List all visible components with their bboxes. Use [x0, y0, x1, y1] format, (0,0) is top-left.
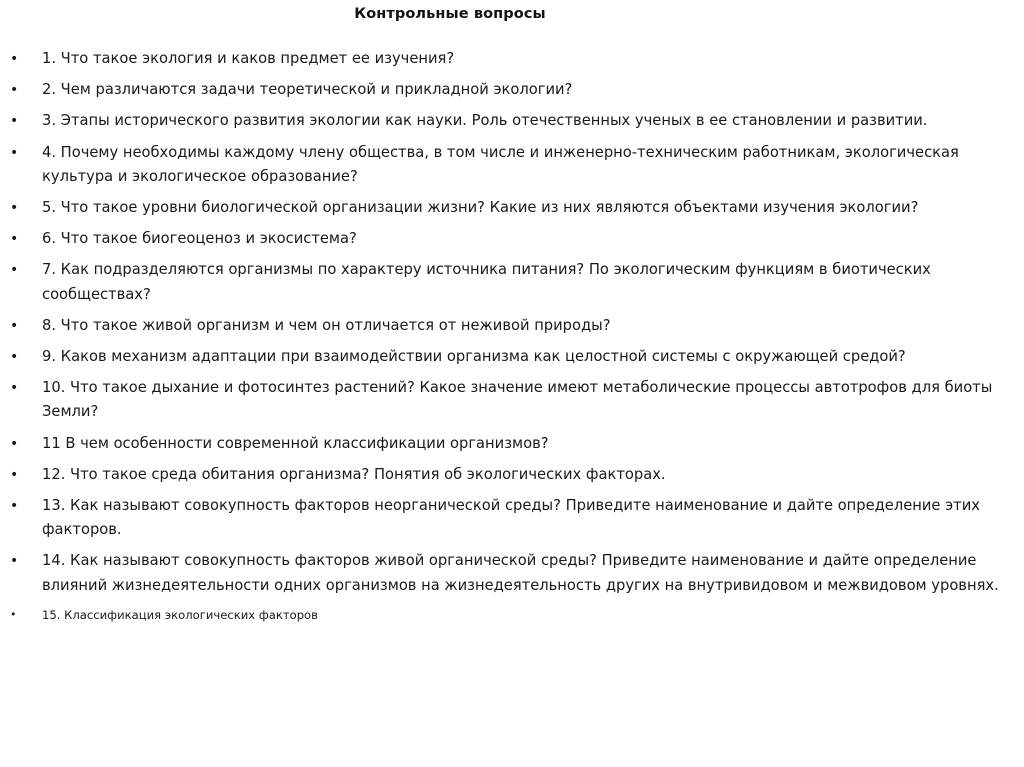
question-text: 5. Что такое уровни биологической организации жизни? Какие из них являются объектами изучения экологии? — [42, 199, 919, 217]
bullet-icon: • — [10, 380, 19, 397]
question-list — [0, 47, 1024, 625]
question-text: 13. Как называют совокупность факторов неорганической среды? Приведите наименование и дайте определение этих факторов. — [42, 497, 980, 539]
bullet-icon: • — [10, 553, 19, 570]
bullet-icon: • — [10, 317, 19, 334]
bullet-icon: • — [10, 466, 19, 483]
bullet-icon: • — [10, 607, 17, 621]
list-item — [0, 376, 1024, 424]
list-item — [0, 605, 1024, 625]
bullet-icon: • — [10, 262, 19, 279]
question-text: 6. Что такое биогеоценоз и экосистема? — [42, 230, 357, 248]
bullet-icon: • — [10, 435, 19, 452]
list-item — [0, 463, 1024, 487]
question-text: 11 В чем особенности современной классификации организмов? — [42, 434, 549, 452]
question-text: 8. Что такое живой организм и чем он отличается от неживой природы? — [42, 316, 611, 334]
list-item — [0, 314, 1024, 338]
question-text: 10. Что такое дыхание и фотосинтез растений? Какое значение имеют метаболические процессы автотрофов для биоты Земли? — [42, 379, 993, 421]
bullet-icon: • — [10, 349, 19, 366]
question-text: 7. Как подразделяются организмы по характеру источника питания? По экологическим функциям в биотических сообществах? — [42, 261, 931, 303]
bullet-icon: • — [10, 231, 19, 248]
list-item — [0, 196, 1024, 220]
list-item — [0, 227, 1024, 251]
list-item — [0, 141, 1024, 189]
question-text: 9. Каков механизм адаптации при взаимодействии организма как целостной системы с окружающей средой? — [42, 348, 906, 366]
question-text: 3. Этапы исторического развития экологии как науки. Роль отечественных ученых в ее становлении и развитии. — [42, 112, 928, 130]
question-text: 12. Что такое среда обитания организма? Понятия об экологических факторах. — [42, 465, 666, 483]
list-item — [0, 109, 1024, 133]
question-text: 15. Классификация экологических факторов — [42, 607, 318, 622]
list-item — [0, 258, 1024, 306]
question-text: 14. Как называют совокупность факторов живой органической среды? Приведите наименование и дайте определение влияний жизнедеятельности одних организмов на жизнедеятельность других на внутривидовом и межвидовом уровнях. — [42, 552, 999, 594]
question-text: 1. Что такое экология и каков предмет ее изучения? — [42, 50, 455, 67]
question-text: 2. Чем различаются задачи теоретической и прикладной экологии? — [42, 81, 573, 99]
page-title: Контрольные вопросы — [354, 6, 546, 22]
bullet-icon: • — [10, 200, 19, 217]
question-text: 4. Почему необходимы каждому члену общества, в том числе и инженерно-техническим работникам, экологическая культура и экологическое образование? — [42, 143, 959, 185]
list-item — [0, 47, 1024, 71]
bullet-icon: • — [10, 113, 19, 130]
list-item — [0, 494, 1024, 542]
list-item — [0, 432, 1024, 456]
bullet-icon: • — [10, 51, 19, 67]
list-item — [0, 78, 1024, 102]
list-item — [0, 345, 1024, 369]
bullet-icon: • — [10, 144, 19, 161]
bullet-icon: • — [10, 82, 19, 99]
list-item — [0, 549, 1024, 597]
bullet-icon: • — [10, 498, 19, 515]
